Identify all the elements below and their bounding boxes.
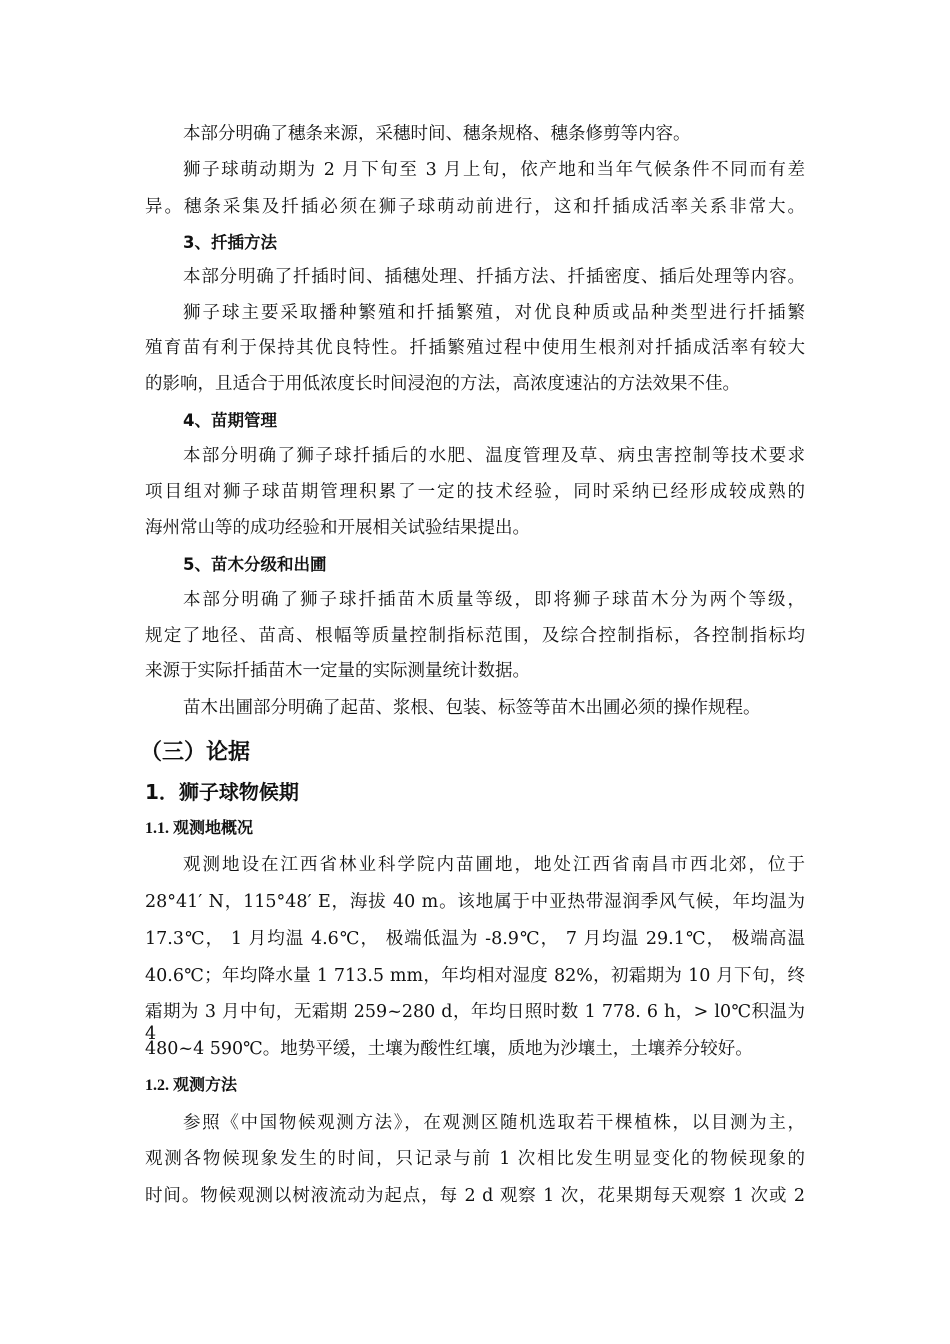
- subsection-heading: 1.1. 观测地概况: [145, 820, 254, 837]
- paragraph-line: 40.6℃；年均降水量 1 713.5 mm，年均相对湿度 82%，初霜期为 10 月下旬，终: [145, 966, 805, 986]
- paragraph-line: 本部分明确了狮子球扦插后的水肥、温度管理及草、病虫害控制等技术要求: [183, 446, 805, 466]
- section-heading: 1．狮子球物候期: [145, 780, 299, 804]
- paragraph-line: 来源于实际扦插苗木一定量的实际测量统计数据。: [145, 661, 530, 681]
- paragraph-line: 观测地设在江西省林业科学院内苗圃地，地处江西省南昌市西北郊，位于: [183, 855, 805, 875]
- paragraph-line: 规定了地径、苗高、根幅等质量控制指标范围，及综合控制指标，各控制指标均: [145, 626, 805, 646]
- paragraph-line: 观测各物候现象发生的时间，只记录与前 1 次相比发生明显变化的物候现象的: [145, 1149, 805, 1169]
- paragraph-line: 28°41′ N，115°48′ E，海拔 40 m。该地属于中亚热带湿润季风气候，年均温为: [145, 892, 805, 912]
- section-heading-5: 5、苗木分级和出圃: [183, 555, 327, 574]
- paragraph-line: 本部分明确了扦插时间、插穗处理、扦插方法、扦插密度、插后处理等内容。: [183, 267, 805, 287]
- paragraph-line: 时间。物候观测以树液流动为起点，每 2 d 观察 1 次，花果期每天观察 1 次或 2: [145, 1186, 805, 1206]
- paragraph-line: 参照《中国物候观测方法》，在观测区随机选取若干棵植株，以目测为主，: [183, 1113, 805, 1133]
- paragraph-line: 项目组对狮子球苗期管理积累了一定的技术经验，同时采纳已经形成较成熟的: [145, 482, 805, 502]
- paragraph-line: 480~4 590℃。地势平缓，土壤为酸性红壤，质地为沙壤土，土壤养分较好。: [145, 1039, 753, 1059]
- paragraph-line: 海州常山等的成功经验和开展相关试验结果提出。: [145, 518, 530, 538]
- chapter-heading: （三）论据: [140, 740, 251, 765]
- paragraph-line: 霜期为 3 月中旬，无霜期 259~280 d，年均日照时数 1 778. 6 h，> l0℃积温为 4: [145, 1002, 805, 1044]
- paragraph-line: 异。穗条采集及扦插必须在狮子球萌动前进行，这和扦插成活率关系非常大。: [145, 197, 805, 217]
- subsection-heading: 1.2. 观测方法: [145, 1077, 238, 1094]
- paragraph-line: 的影响，且适合于用低浓度长时间浸泡的方法，高浓度速沾的方法效果不佳。: [145, 374, 740, 394]
- paragraph-line: 苗木出圃部分明确了起苗、浆根、包装、标签等苗木出圃必须的操作规程。: [183, 698, 761, 718]
- section-heading-3: 3、扦插方法: [183, 233, 277, 252]
- paragraph-line: 狮子球萌动期为 2 月下旬至 3 月上旬，依产地和当年气候条件不同而有差: [183, 160, 805, 180]
- paragraph-line: 本部分明确了狮子球扦插苗木质量等级，即将狮子球苗木分为两个等级，: [183, 590, 805, 610]
- paragraph-line: 狮子球主要采取播种繁殖和扦插繁殖，对优良种质或品种类型进行扦插繁: [183, 303, 805, 323]
- paragraph-line: 本部分明确了穗条来源，采穗时间、穗条规格、穗条修剪等内容。: [183, 124, 691, 144]
- paragraph-line: 殖育苗有利于保持其优良特性。扦插繁殖过程中使用生根剂对扦插成活率有较大: [145, 338, 805, 358]
- paragraph-line: 17.3℃， 1 月均温 4.6℃， 极端低温为 -8.9℃， 7 月均温 29.1℃， 极端高温: [145, 929, 805, 949]
- section-heading-4: 4、苗期管理: [183, 411, 277, 430]
